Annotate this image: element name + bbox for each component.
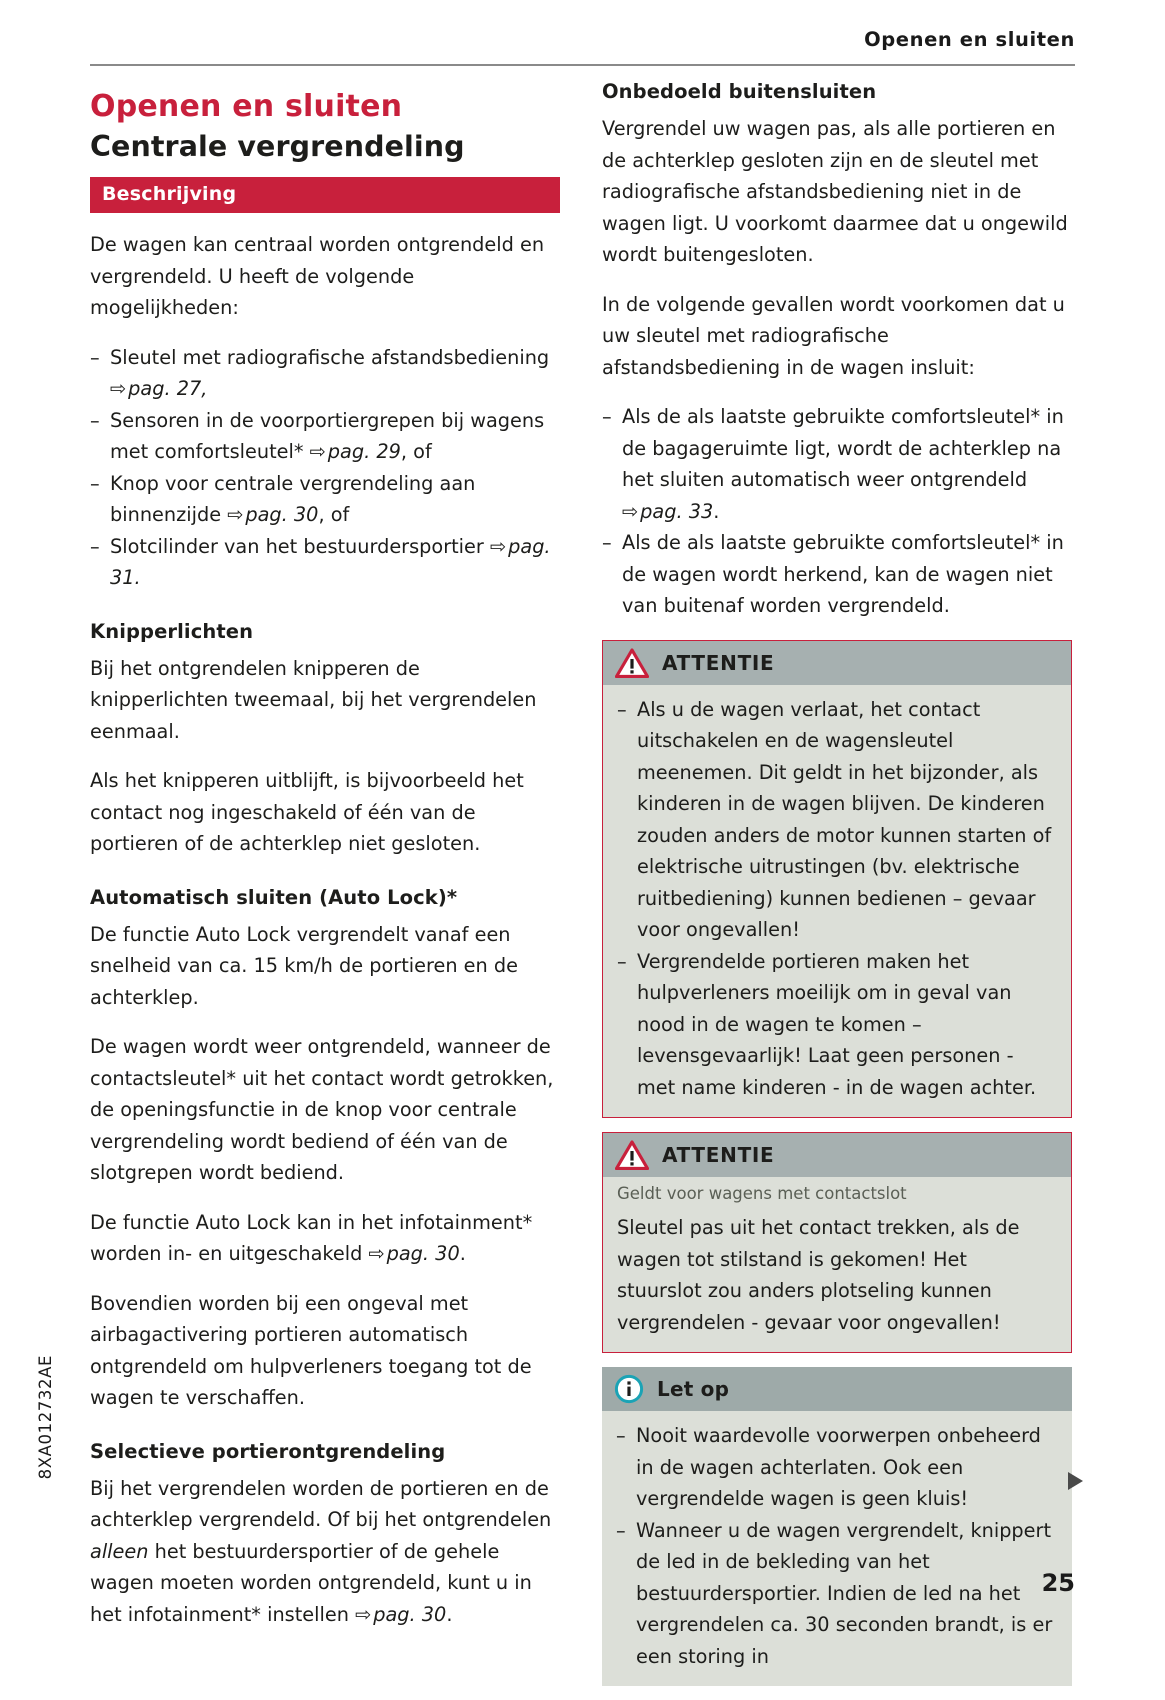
right-column [602,80,1072,1700]
selectieve-text-post: . [446,1602,453,1626]
auto-lock-paragraph-1: De functie Auto Lock vergrendelt vanaf een snelheid van ca. 15 km/h de portieren en de achterklep. [90,922,519,1009]
page-number: 25 [1041,1569,1075,1597]
warning-box-attentie-2 [602,1132,1072,1353]
list-item [90,468,560,531]
header-divider-rule [90,64,1075,66]
list-item-text: Sleutel met radiografische afstandsbediening [110,345,550,369]
note-box-body [602,1411,1072,1686]
possibilities-list [90,342,560,594]
page-reference: ⇨ pag. 33 [622,500,713,523]
auto-lock-paragraph-2: De wagen wordt weer ontgrendeld, wanneer de contactsleutel* uit het contact wordt getrokken, de openingsfunctie in de knop voor centrale vergrendeling wordt bediend of één van de slotgrepen wordt bediend. [90,1035,554,1184]
list-item [602,527,1072,622]
list-item-text: Slotcilinder van het bestuurdersportier [110,534,484,558]
auto-lock-paragraph-4: Bovendien worden bij een ongeval met airbagactivering portieren automatisch ontgrendeld om hulpverleners toegang tot de wagen te verschaffen. [90,1291,532,1409]
selectieve-paragraph [90,1473,560,1631]
warning-box-body [603,685,1071,1118]
heading-onbedoeld-buitensluiten: Onbedoeld buitensluiten [602,80,877,103]
onbedoeld-paragraph-1: Vergrendel uw wagen pas, als alle portieren en de achterklep gesloten zijn en de sleutel met radiografische afstandsbediening niet in de wagen ligt. U voorkomt daarmee dat u ongewild wordt buitengesloten. [602,117,1068,266]
page-reference: ⇨ pag. 29 [310,440,401,463]
auto-lock-p3-tail: . [459,1242,466,1265]
warning-box-title: ATTENTIE [662,1143,775,1167]
warning-list [617,694,1057,1104]
list-item [90,405,560,468]
running-header-title: Openen en sluiten [864,28,1075,51]
page-reference: ⇨ pag. 30 [227,503,318,526]
warning-box-header [603,641,1071,685]
left-column [90,80,560,1700]
red-section-bar: Beschrijving [90,177,560,213]
list-item: – Nooit waardevolle voorwerpen onbeheerd in de wagen achterlaten. Ook een vergrendelde wagen is geen kluis! [616,1420,1058,1515]
info-circle-icon [614,1374,644,1404]
warning-box-header [603,1133,1071,1177]
list-item-text: Als de als laatste gebruikte comfortsleutel* in de bagageruimte ligt, wordt de achterklep na het sluiten automatisch weer ontgrendeld [622,405,1064,491]
list-item-tail: , of [318,503,350,526]
two-column-layout [90,80,1075,1700]
heading-auto-lock: Automatisch sluiten (Auto Lock)* [90,885,458,909]
heading-knipperlichten: Knipperlichten [90,619,254,643]
page-reference: ⇨ pag. 27, [110,377,207,400]
page-reference: ⇨ pag. 31. [110,535,551,590]
onbedoeld-paragraph-2: In de volgende gevallen wordt voorkomen dat u uw sleutel met radiografische afstandsbediening in de wagen insluit: [602,292,1065,379]
heading-selectieve-portierontgrendeling: Selectieve portierontgrendeling [90,1439,446,1463]
list-item: – Vergrendelde portieren maken het hulpverleners moeilijk om in geval van nood in de wagen te komen – levensgevaarlijk! Laat geen personen - met name kinderen - in de wagen achter. [617,946,1057,1104]
insluit-list [602,401,1072,622]
warning-box-title: ATTENTIE [662,650,775,675]
list-item: – Wanneer u de wagen vergrendelt, knippert de led in de bekleding van het bestuurdersportier. Indien de led na het vergrendelen ca. 30 seconden brandt, is er een storing in [616,1515,1058,1673]
list-item-text: Knop voor centrale vergrendeling aan binnenzijde [110,471,476,526]
intro-paragraph: De wagen kan centraal worden ontgrendeld en vergrendeld. U heeft de volgende mogelijkheden: [90,233,545,319]
knipperlichten-paragraph-2: Als het knipperen uitblijft, is bijvoorbeeld het contact nog ingeschakeld of één van de portieren of de achterklep niet gesloten. [90,769,524,855]
warning-box-text: Sleutel pas uit het contact trekken, als de wagen tot stilstand is gekomen! Het stuurslot zou anders plotseling kunnen vergrendelen - gevaar voor ongevallen! [617,1216,1020,1334]
list-item-tail: , of [400,440,432,463]
emphasis-alleen: alleen [90,1539,149,1563]
document-part-number: 8XA012732AE [36,1355,55,1480]
list-item: – Als u de wagen verlaat, het contact uitschakelen en de wagensleutel meenemen. Dit geldt in het bijzonder, als kinderen in de wagen blijven. De kinderen zouden anders de motor kunnen starten of elektrische uitrustingen (bv. elektrische ruitbediening) kunnen bedienen – gevaar voor ongevallen! [617,694,1057,946]
page-reference: ⇨ pag. 30 [355,1603,446,1626]
section-title: Centrale vergrendeling [90,130,465,163]
note-box-header [602,1367,1072,1411]
warning-box-subtitle: Geldt voor wagens met contactslot [617,1184,907,1203]
continuation-arrow-icon [1068,1472,1083,1490]
warning-box-attentie-1 [602,640,1072,1119]
auto-lock-paragraph-3 [90,1207,560,1270]
list-item [90,531,560,594]
chapter-title: Openen en sluiten [90,89,403,124]
list-item-text: Sensoren in de voorportiergrepen bij wagens met comfortsleutel* [110,408,545,463]
note-box-let-op [602,1367,1072,1686]
warning-triangle-icon [615,1140,649,1170]
running-header [90,28,1075,62]
note-box-title: Let op [657,1377,730,1401]
warning-triangle-icon [615,648,649,678]
list-item-tail: . [713,499,720,523]
note-list [616,1420,1058,1672]
selectieve-text-pre: Bij het vergrendelen worden de portieren en de achterklep vergrendeld. Of bij het ontgrendelen [90,1476,552,1531]
selectieve-text-mid: het bestuurdersportier of de gehele wagen moeten worden ontgrendeld, kunt u in het infotainment* instellen [90,1539,532,1626]
page-reference: ⇨ pag. 30 [368,1242,459,1265]
knipperlichten-paragraph-1: Bij het ontgrendelen knipperen de knipperlichten tweemaal, bij het vergrendelen eenmaal. [90,656,537,743]
list-item [602,401,1072,527]
list-item [90,342,560,405]
auto-lock-p3-text: De functie Auto Lock kan in het infotainment* worden in- en uitgeschakeld [90,1210,533,1265]
warning-box-body [603,1203,1071,1352]
list-item-text: Als de als laatste gebruikte comfortsleutel* in de wagen wordt herkend, kan de wagen niet van buitenaf worden vergrendeld. [622,531,1064,617]
